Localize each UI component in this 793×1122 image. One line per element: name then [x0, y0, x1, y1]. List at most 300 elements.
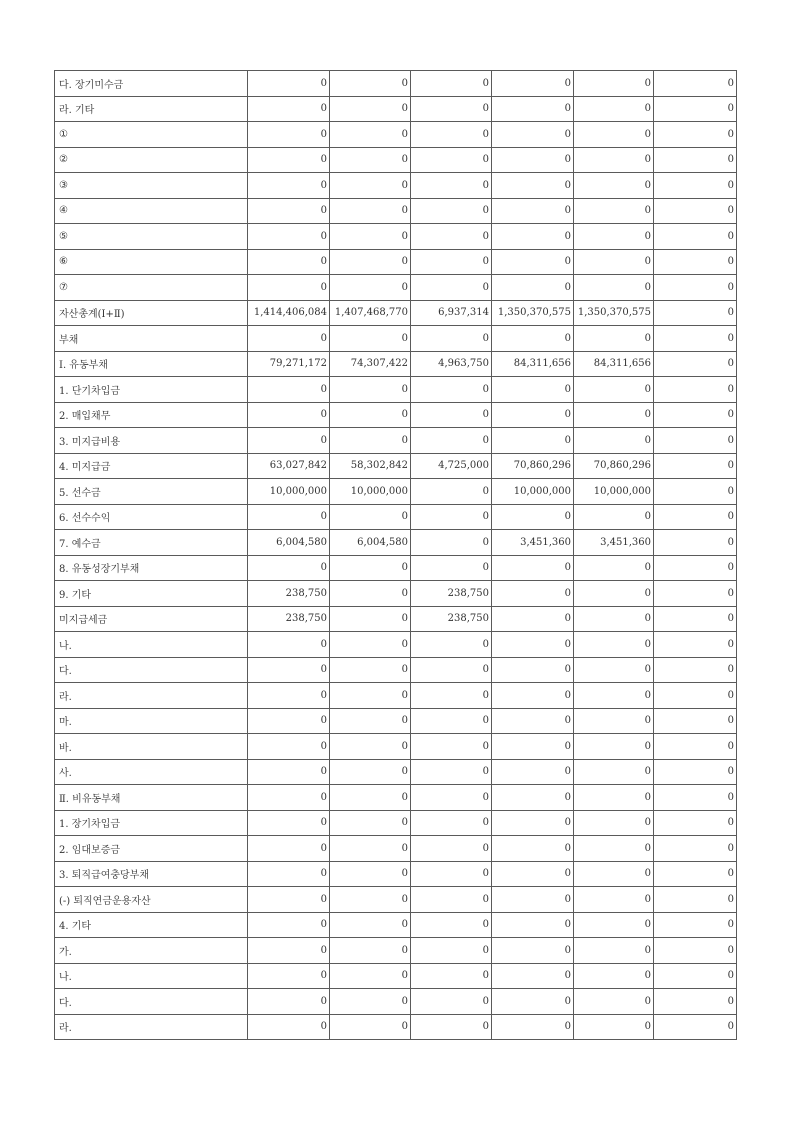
table-row — [55, 861, 737, 887]
amount-cell: 0 — [574, 198, 654, 224]
row-label: 8. 유동성장기부채 — [55, 555, 248, 581]
row-label: 9. 기타 — [55, 581, 248, 607]
amount-cell: 0 — [654, 71, 737, 97]
amount-cell: 0 — [330, 581, 411, 607]
amount-cell: 0 — [330, 504, 411, 530]
amount-cell: 0 — [654, 530, 737, 556]
amount-cell: 0 — [411, 377, 492, 403]
amount-cell: 0 — [330, 428, 411, 454]
amount-cell: 0 — [248, 122, 330, 148]
amount-cell: 0 — [330, 912, 411, 938]
table-row — [55, 402, 737, 428]
amount-cell: 0 — [654, 683, 737, 709]
amount-cell: 0 — [330, 963, 411, 989]
amount-cell: 0 — [492, 810, 574, 836]
row-label: 4. 미지급금 — [55, 453, 248, 479]
amount-cell: 0 — [654, 657, 737, 683]
table-row — [55, 122, 737, 148]
amount-cell: 0 — [654, 1014, 737, 1040]
amount-cell: 0 — [574, 632, 654, 658]
amount-cell: 0 — [411, 555, 492, 581]
amount-cell: 10,000,000 — [492, 479, 574, 505]
amount-cell: 0 — [492, 861, 574, 887]
amount-cell: 0 — [411, 912, 492, 938]
amount-cell: 0 — [248, 1014, 330, 1040]
amount-cell: 0 — [492, 734, 574, 760]
amount-cell: 0 — [574, 504, 654, 530]
amount-cell: 0 — [574, 759, 654, 785]
amount-cell: 0 — [492, 912, 574, 938]
amount-cell: 0 — [574, 249, 654, 275]
row-label: 2. 임대보증금 — [55, 836, 248, 862]
amount-cell: 0 — [411, 402, 492, 428]
amount-cell: 0 — [492, 198, 574, 224]
amount-cell: 0 — [330, 1014, 411, 1040]
amount-cell: 0 — [574, 657, 654, 683]
row-label: 부채 — [55, 326, 248, 352]
table-row — [55, 326, 737, 352]
amount-cell: 238,750 — [248, 606, 330, 632]
amount-cell: 0 — [654, 351, 737, 377]
table-row — [55, 810, 737, 836]
amount-cell: 0 — [330, 836, 411, 862]
amount-cell: 0 — [654, 912, 737, 938]
row-label: 다. — [55, 657, 248, 683]
amount-cell: 0 — [654, 326, 737, 352]
table-row — [55, 249, 737, 275]
amount-cell: 0 — [330, 377, 411, 403]
amount-cell: 0 — [574, 377, 654, 403]
amount-cell: 0 — [330, 96, 411, 122]
amount-cell: 0 — [574, 912, 654, 938]
amount-cell: 0 — [492, 759, 574, 785]
amount-cell: 0 — [492, 963, 574, 989]
amount-cell: 0 — [330, 734, 411, 760]
amount-cell: 0 — [574, 555, 654, 581]
amount-cell: 0 — [330, 326, 411, 352]
row-label: 1. 장기차입금 — [55, 810, 248, 836]
amount-cell: 0 — [411, 504, 492, 530]
amount-cell: 0 — [492, 581, 574, 607]
amount-cell: 0 — [654, 581, 737, 607]
table-body — [55, 71, 737, 1040]
amount-cell: 0 — [574, 96, 654, 122]
amount-cell: 0 — [654, 632, 737, 658]
row-label: 나. — [55, 963, 248, 989]
amount-cell: 0 — [492, 96, 574, 122]
table-row — [55, 453, 737, 479]
row-label: ⑦ — [55, 275, 248, 301]
amount-cell: 0 — [492, 504, 574, 530]
amount-cell: 0 — [574, 963, 654, 989]
amount-cell: 0 — [654, 224, 737, 250]
table-row — [55, 606, 737, 632]
table-row — [55, 71, 737, 97]
amount-cell: 84,311,656 — [574, 351, 654, 377]
amount-cell: 63,027,842 — [248, 453, 330, 479]
row-label: 라. — [55, 683, 248, 709]
amount-cell: 0 — [248, 734, 330, 760]
amount-cell: 0 — [248, 657, 330, 683]
amount-cell: 70,860,296 — [492, 453, 574, 479]
amount-cell: 0 — [330, 224, 411, 250]
amount-cell: 10,000,000 — [248, 479, 330, 505]
amount-cell: 0 — [411, 1014, 492, 1040]
amount-cell: 4,963,750 — [411, 351, 492, 377]
amount-cell: 0 — [248, 555, 330, 581]
table-row — [55, 938, 737, 964]
amount-cell: 1,350,370,575 — [574, 300, 654, 326]
amount-cell: 0 — [330, 173, 411, 199]
row-label: ④ — [55, 198, 248, 224]
amount-cell: 0 — [654, 759, 737, 785]
amount-cell: 74,307,422 — [330, 351, 411, 377]
row-label: 라. — [55, 1014, 248, 1040]
table-row — [55, 377, 737, 403]
table-row — [55, 657, 737, 683]
amount-cell: 0 — [574, 402, 654, 428]
amount-cell: 0 — [248, 377, 330, 403]
row-label: 마. — [55, 708, 248, 734]
amount-cell: 0 — [574, 785, 654, 811]
table-row — [55, 351, 737, 377]
amount-cell: 0 — [574, 734, 654, 760]
amount-cell: 0 — [492, 249, 574, 275]
amount-cell: 0 — [654, 428, 737, 454]
amount-cell: 0 — [248, 504, 330, 530]
amount-cell: 0 — [411, 785, 492, 811]
amount-cell: 0 — [492, 71, 574, 97]
row-label: 미지급세금 — [55, 606, 248, 632]
amount-cell: 6,937,314 — [411, 300, 492, 326]
table-row — [55, 198, 737, 224]
table-row — [55, 963, 737, 989]
amount-cell: 0 — [654, 810, 737, 836]
amount-cell: 0 — [492, 275, 574, 301]
amount-cell: 58,302,842 — [330, 453, 411, 479]
row-label: Ⅰ. 유동부채 — [55, 351, 248, 377]
amount-cell: 0 — [654, 861, 737, 887]
amount-cell: 0 — [411, 836, 492, 862]
amount-cell: 0 — [492, 708, 574, 734]
amount-cell: 0 — [654, 377, 737, 403]
table-row — [55, 836, 737, 862]
table-row — [55, 912, 737, 938]
amount-cell: 0 — [654, 275, 737, 301]
row-label: 3. 미지급비용 — [55, 428, 248, 454]
amount-cell: 0 — [654, 708, 737, 734]
amount-cell: 0 — [330, 122, 411, 148]
amount-cell: 0 — [492, 402, 574, 428]
amount-cell: 0 — [574, 71, 654, 97]
amount-cell: 79,271,172 — [248, 351, 330, 377]
row-label: 3. 퇴직급여충당부채 — [55, 861, 248, 887]
amount-cell: 1,350,370,575 — [492, 300, 574, 326]
row-label: 다. 장기미수금 — [55, 71, 248, 97]
amount-cell: 1,414,406,084 — [248, 300, 330, 326]
amount-cell: 0 — [330, 606, 411, 632]
amount-cell: 0 — [654, 734, 737, 760]
row-label: 다. — [55, 989, 248, 1015]
amount-cell: 0 — [411, 861, 492, 887]
row-label: ① — [55, 122, 248, 148]
amount-cell: 0 — [330, 887, 411, 913]
amount-cell: 0 — [411, 275, 492, 301]
amount-cell: 0 — [574, 275, 654, 301]
amount-cell: 0 — [248, 198, 330, 224]
amount-cell: 0 — [654, 96, 737, 122]
table-row — [55, 989, 737, 1015]
amount-cell: 0 — [411, 122, 492, 148]
table-row — [55, 581, 737, 607]
table-row — [55, 632, 737, 658]
amount-cell: 0 — [411, 249, 492, 275]
amount-cell: 0 — [492, 938, 574, 964]
row-label: 가. — [55, 938, 248, 964]
amount-cell: 0 — [492, 887, 574, 913]
amount-cell: 0 — [248, 275, 330, 301]
table-row — [55, 96, 737, 122]
amount-cell: 0 — [411, 632, 492, 658]
row-label: 2. 매입채무 — [55, 402, 248, 428]
amount-cell: 0 — [330, 759, 411, 785]
amount-cell: 0 — [654, 785, 737, 811]
amount-cell: 0 — [492, 606, 574, 632]
amount-cell: 0 — [330, 938, 411, 964]
amount-cell: 0 — [330, 785, 411, 811]
amount-cell: 0 — [411, 198, 492, 224]
amount-cell: 0 — [248, 785, 330, 811]
amount-cell: 0 — [330, 249, 411, 275]
amount-cell: 0 — [574, 1014, 654, 1040]
amount-cell: 0 — [574, 224, 654, 250]
amount-cell: 0 — [330, 402, 411, 428]
amount-cell: 0 — [248, 96, 330, 122]
table-row — [55, 224, 737, 250]
amount-cell: 0 — [330, 708, 411, 734]
amount-cell: 0 — [574, 428, 654, 454]
amount-cell: 0 — [248, 428, 330, 454]
amount-cell: 0 — [654, 122, 737, 148]
amount-cell: 0 — [492, 555, 574, 581]
row-label: 5. 선수금 — [55, 479, 248, 505]
amount-cell: 0 — [654, 504, 737, 530]
amount-cell: 0 — [248, 912, 330, 938]
table-row — [55, 479, 737, 505]
amount-cell: 0 — [330, 810, 411, 836]
row-label: ⑤ — [55, 224, 248, 250]
amount-cell: 0 — [574, 683, 654, 709]
amount-cell: 0 — [330, 147, 411, 173]
amount-cell: 84,311,656 — [492, 351, 574, 377]
row-label: 1. 단기차입금 — [55, 377, 248, 403]
amount-cell: 0 — [574, 326, 654, 352]
amount-cell: 0 — [248, 938, 330, 964]
amount-cell: 0 — [330, 657, 411, 683]
amount-cell: 0 — [574, 989, 654, 1015]
amount-cell: 3,451,360 — [574, 530, 654, 556]
table-row — [55, 734, 737, 760]
amount-cell: 0 — [411, 657, 492, 683]
amount-cell: 0 — [654, 963, 737, 989]
amount-cell: 0 — [492, 657, 574, 683]
amount-cell: 0 — [654, 453, 737, 479]
amount-cell: 0 — [330, 71, 411, 97]
amount-cell: 0 — [248, 989, 330, 1015]
amount-cell: 0 — [248, 836, 330, 862]
amount-cell: 0 — [654, 479, 737, 505]
amount-cell: 0 — [654, 300, 737, 326]
amount-cell: 0 — [248, 683, 330, 709]
amount-cell: 0 — [574, 836, 654, 862]
amount-cell: 0 — [492, 122, 574, 148]
row-label: 자산총계(Ⅰ+Ⅱ) — [55, 300, 248, 326]
amount-cell: 0 — [248, 861, 330, 887]
amount-cell: 0 — [411, 147, 492, 173]
amount-cell: 238,750 — [411, 581, 492, 607]
row-label: 7. 예수금 — [55, 530, 248, 556]
amount-cell: 0 — [574, 887, 654, 913]
amount-cell: 0 — [248, 963, 330, 989]
amount-cell: 0 — [248, 326, 330, 352]
amount-cell: 0 — [492, 683, 574, 709]
amount-cell: 0 — [248, 810, 330, 836]
table-row — [55, 708, 737, 734]
amount-cell: 0 — [654, 887, 737, 913]
row-label: 사. — [55, 759, 248, 785]
table-row — [55, 759, 737, 785]
amount-cell: 0 — [492, 785, 574, 811]
amount-cell: 0 — [411, 887, 492, 913]
table-row — [55, 300, 737, 326]
amount-cell: 0 — [330, 555, 411, 581]
amount-cell: 0 — [330, 275, 411, 301]
row-label: (-) 퇴직연금운용자산 — [55, 887, 248, 913]
amount-cell: 0 — [574, 861, 654, 887]
table-row — [55, 428, 737, 454]
amount-cell: 0 — [411, 734, 492, 760]
amount-cell: 0 — [574, 581, 654, 607]
amount-cell: 0 — [574, 173, 654, 199]
table-row — [55, 785, 737, 811]
row-label: 라. 기타 — [55, 96, 248, 122]
table-row — [55, 530, 737, 556]
balance-sheet-table — [54, 70, 737, 1040]
row-label: ② — [55, 147, 248, 173]
row-label: 바. — [55, 734, 248, 760]
table-row — [55, 147, 737, 173]
row-label: 6. 선수수익 — [55, 504, 248, 530]
amount-cell: 0 — [411, 71, 492, 97]
amount-cell: 4,725,000 — [411, 453, 492, 479]
amount-cell: 0 — [654, 989, 737, 1015]
amount-cell: 0 — [330, 683, 411, 709]
amount-cell: 0 — [411, 224, 492, 250]
amount-cell: 0 — [492, 224, 574, 250]
amount-cell: 0 — [411, 326, 492, 352]
amount-cell: 0 — [411, 428, 492, 454]
amount-cell: 0 — [492, 836, 574, 862]
amount-cell: 0 — [411, 479, 492, 505]
row-label: 나. — [55, 632, 248, 658]
amount-cell: 0 — [248, 402, 330, 428]
amount-cell: 1,407,468,770 — [330, 300, 411, 326]
amount-cell: 0 — [411, 938, 492, 964]
amount-cell: 0 — [492, 1014, 574, 1040]
amount-cell: 0 — [654, 198, 737, 224]
amount-cell: 10,000,000 — [574, 479, 654, 505]
amount-cell: 0 — [330, 198, 411, 224]
amount-cell: 0 — [574, 606, 654, 632]
amount-cell: 0 — [411, 96, 492, 122]
amount-cell: 0 — [248, 224, 330, 250]
amount-cell: 0 — [411, 759, 492, 785]
amount-cell: 0 — [248, 887, 330, 913]
amount-cell: 0 — [492, 989, 574, 1015]
table-row — [55, 555, 737, 581]
row-label: 4. 기타 — [55, 912, 248, 938]
table-row — [55, 173, 737, 199]
amount-cell: 0 — [492, 326, 574, 352]
amount-cell: 0 — [411, 989, 492, 1015]
amount-cell: 0 — [492, 173, 574, 199]
amount-cell: 0 — [492, 147, 574, 173]
amount-cell: 0 — [411, 530, 492, 556]
amount-cell: 0 — [574, 122, 654, 148]
amount-cell: 0 — [248, 759, 330, 785]
amount-cell: 0 — [492, 632, 574, 658]
amount-cell: 10,000,000 — [330, 479, 411, 505]
amount-cell: 0 — [330, 861, 411, 887]
amount-cell: 0 — [654, 249, 737, 275]
amount-cell: 0 — [654, 402, 737, 428]
amount-cell: 0 — [492, 428, 574, 454]
amount-cell: 238,750 — [411, 606, 492, 632]
amount-cell: 70,860,296 — [574, 453, 654, 479]
amount-cell: 6,004,580 — [248, 530, 330, 556]
amount-cell: 0 — [411, 708, 492, 734]
amount-cell: 0 — [574, 938, 654, 964]
table-row — [55, 504, 737, 530]
amount-cell: 0 — [248, 147, 330, 173]
amount-cell: 0 — [654, 938, 737, 964]
amount-cell: 0 — [492, 377, 574, 403]
row-label: ⑥ — [55, 249, 248, 275]
amount-cell: 0 — [411, 683, 492, 709]
amount-cell: 0 — [574, 147, 654, 173]
table-row — [55, 275, 737, 301]
amount-cell: 0 — [654, 555, 737, 581]
amount-cell: 0 — [654, 173, 737, 199]
amount-cell: 0 — [248, 249, 330, 275]
amount-cell: 0 — [330, 989, 411, 1015]
amount-cell: 3,451,360 — [492, 530, 574, 556]
amount-cell: 0 — [248, 173, 330, 199]
table-row — [55, 683, 737, 709]
amount-cell: 6,004,580 — [330, 530, 411, 556]
table-row — [55, 887, 737, 913]
amount-cell: 0 — [654, 606, 737, 632]
amount-cell: 0 — [654, 836, 737, 862]
row-label: Ⅱ. 비유동부채 — [55, 785, 248, 811]
amount-cell: 0 — [654, 147, 737, 173]
amount-cell: 0 — [248, 632, 330, 658]
amount-cell: 238,750 — [248, 581, 330, 607]
table-row — [55, 1014, 737, 1040]
amount-cell: 0 — [411, 810, 492, 836]
amount-cell: 0 — [248, 708, 330, 734]
amount-cell: 0 — [411, 963, 492, 989]
